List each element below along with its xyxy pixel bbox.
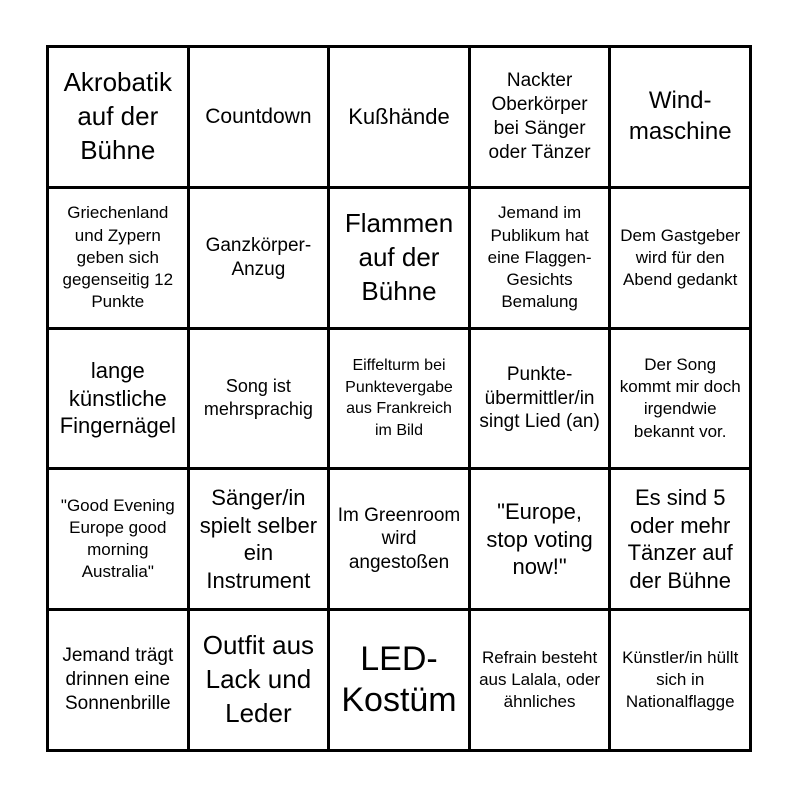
bingo-cell[interactable] [611, 470, 749, 608]
cell-text: "Europe, stop voting now!" [486, 499, 593, 580]
cell-text: Wind- maschine [628, 87, 732, 145]
bingo-cell[interactable] [330, 611, 468, 749]
cell-text: Outfit aus Lack und Leder [202, 630, 315, 728]
cell-text: Nackter Oberkörper bei Sänger oder Tänzer [488, 70, 591, 163]
cell-text: Flammen auf der Bühne [344, 208, 454, 306]
cell-text: Sänger/in spielt selber ein Instrument [199, 485, 318, 593]
bingo-cell[interactable] [49, 48, 187, 186]
cell-text: Akrobatik auf der Bühne [63, 67, 172, 165]
bingo-cell[interactable] [471, 48, 609, 186]
bingo-cell[interactable] [611, 611, 749, 749]
bingo-cell[interactable] [190, 330, 328, 468]
bingo-cell[interactable] [611, 48, 749, 186]
cell-text: Griechenland und Zypern geben sich gegenseitig 12 Punkte [62, 203, 174, 311]
bingo-cell[interactable] [471, 470, 609, 608]
cell-text: "Good Evening Europe good morning Australia" [60, 496, 175, 582]
cell-text: Jemand im Publikum hat eine Flaggen- Gesichts Bemalung [487, 203, 592, 311]
cell-text: Kußhände [348, 104, 450, 130]
cell-text: Song ist mehrsprachig [203, 376, 313, 420]
bingo-cell[interactable] [49, 189, 187, 327]
cell-text: Dem Gastgeber wird für den Abend gedankt [620, 225, 741, 289]
bingo-cell[interactable] [190, 611, 328, 749]
bingo-cell[interactable] [190, 48, 328, 186]
cell-text: Countdown [205, 105, 312, 129]
bingo-cell[interactable] [49, 330, 187, 468]
bingo-cell[interactable] [471, 189, 609, 327]
cell-text: Ganzkörper- Anzug [205, 234, 312, 280]
cell-text: lange künstliche Fingernägel [59, 358, 176, 439]
bingo-cell[interactable] [49, 611, 187, 749]
bingo-cell[interactable] [471, 611, 609, 749]
cell-text: Im Greenroom wird angestoßen [337, 504, 461, 574]
bingo-cell[interactable] [611, 189, 749, 327]
cell-text: Refrain besteht aus Lalala, oder ähnliches [479, 647, 601, 712]
cell-text: Eiffelturm bei Punktevergabe aus Frankreich im Bild [345, 357, 453, 440]
cell-text: Es sind 5 oder mehr Tänzer auf der Bühne [627, 485, 733, 593]
bingo-cell[interactable] [49, 470, 187, 608]
bingo-cell[interactable] [611, 330, 749, 468]
cell-text: LED- Kostüm [341, 640, 457, 720]
cell-text: Punkte- übermittler/in singt Lied (an) [479, 363, 600, 433]
bingo-cell[interactable] [190, 470, 328, 608]
bingo-cell[interactable] [330, 470, 468, 608]
bingo-cell[interactable] [330, 189, 468, 327]
bingo-cell[interactable] [190, 189, 328, 327]
bingo-cell[interactable] [330, 48, 468, 186]
cell-text: Künstler/in hüllt sich in Nationalflagge [622, 647, 739, 712]
cell-text: Der Song kommt mir doch irgendwie bekannt vor. [619, 355, 741, 441]
cell-text: Jemand trägt drinnen eine Sonnenbrille [62, 645, 174, 714]
bingo-cell[interactable] [471, 330, 609, 468]
bingo-board [46, 45, 752, 752]
bingo-cell[interactable] [330, 330, 468, 468]
